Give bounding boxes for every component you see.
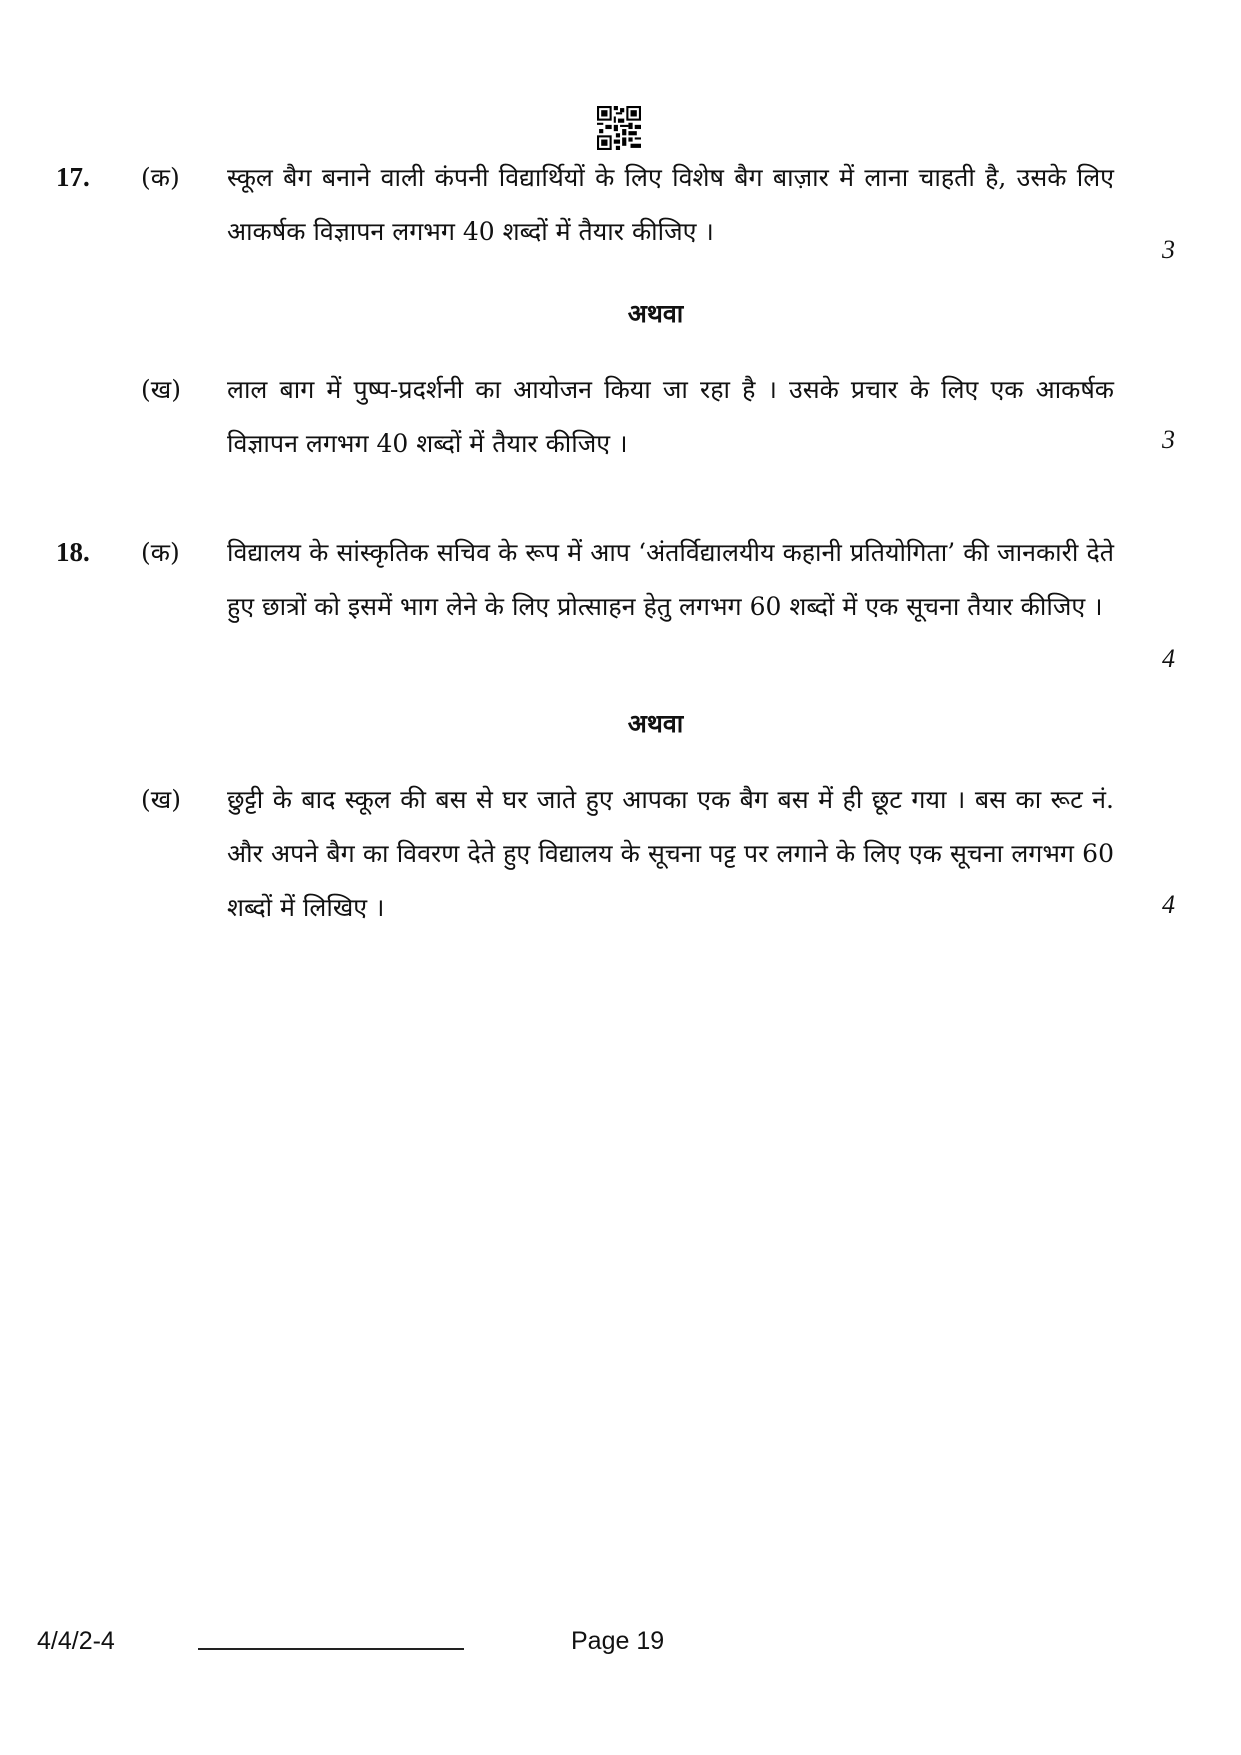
question-number: 18. (56, 537, 90, 567)
option-label: (ख) (141, 785, 181, 814)
question-text: विद्यालय के सांस्कृतिक सचिव के रूप में आप ‘अंतर्विद्यालयीय कहानी प्रतियोगिता’ की जानकारी देते हुए छात्रों को इसमें भाग लेने के लिए प्रोत्साहन हेतु लगभग 60 शब्दों में एक सूचना तैयार कीजिए । (227, 538, 1114, 621)
question-number: 17. (56, 162, 90, 192)
or-divider: अथवा (627, 709, 684, 738)
page-number: Page 19 (571, 1627, 665, 1655)
marks: 3 (1162, 235, 1175, 264)
qr-code-icon (597, 106, 641, 150)
footer-divider (198, 1648, 464, 1650)
or-divider: अथवा (627, 299, 684, 328)
option-label: (ख) (141, 375, 181, 404)
marks: 4 (1162, 890, 1175, 919)
question-text: छुट्टी के बाद स्कूल की बस से घर जाते हुए आपका एक बैग बस में ही छूट गया । बस का रूट नं. और अपने बैग का विवरण देते हुए विद्यालय के सूचना पट्ट पर लगाने के लिए एक सूचना लगभग 60 शब्दों में लिखिए । (227, 785, 1114, 922)
marks: 3 (1162, 425, 1175, 454)
paper-code: 4/4/2-4 (37, 1627, 115, 1655)
option-label: (क) (141, 538, 180, 567)
marks: 4 (1162, 644, 1175, 673)
option-label: (क) (141, 163, 180, 192)
question-text: लाल बाग में पुष्प-प्रदर्शनी का आयोजन किया जा रहा है । उसके प्रचार के लिए एक आकर्षक विज्ञापन लगभग 40 शब्दों में तैयार कीजिए । (227, 375, 1114, 458)
question-text: स्कूल बैग बनाने वाली कंपनी विद्यार्थियों के लिए विशेष बैग बाज़ार में लाना चाहती है, उसके लिए आकर्षक विज्ञापन लगभग 40 शब्दों में तैयार कीजिए । (227, 163, 1114, 246)
